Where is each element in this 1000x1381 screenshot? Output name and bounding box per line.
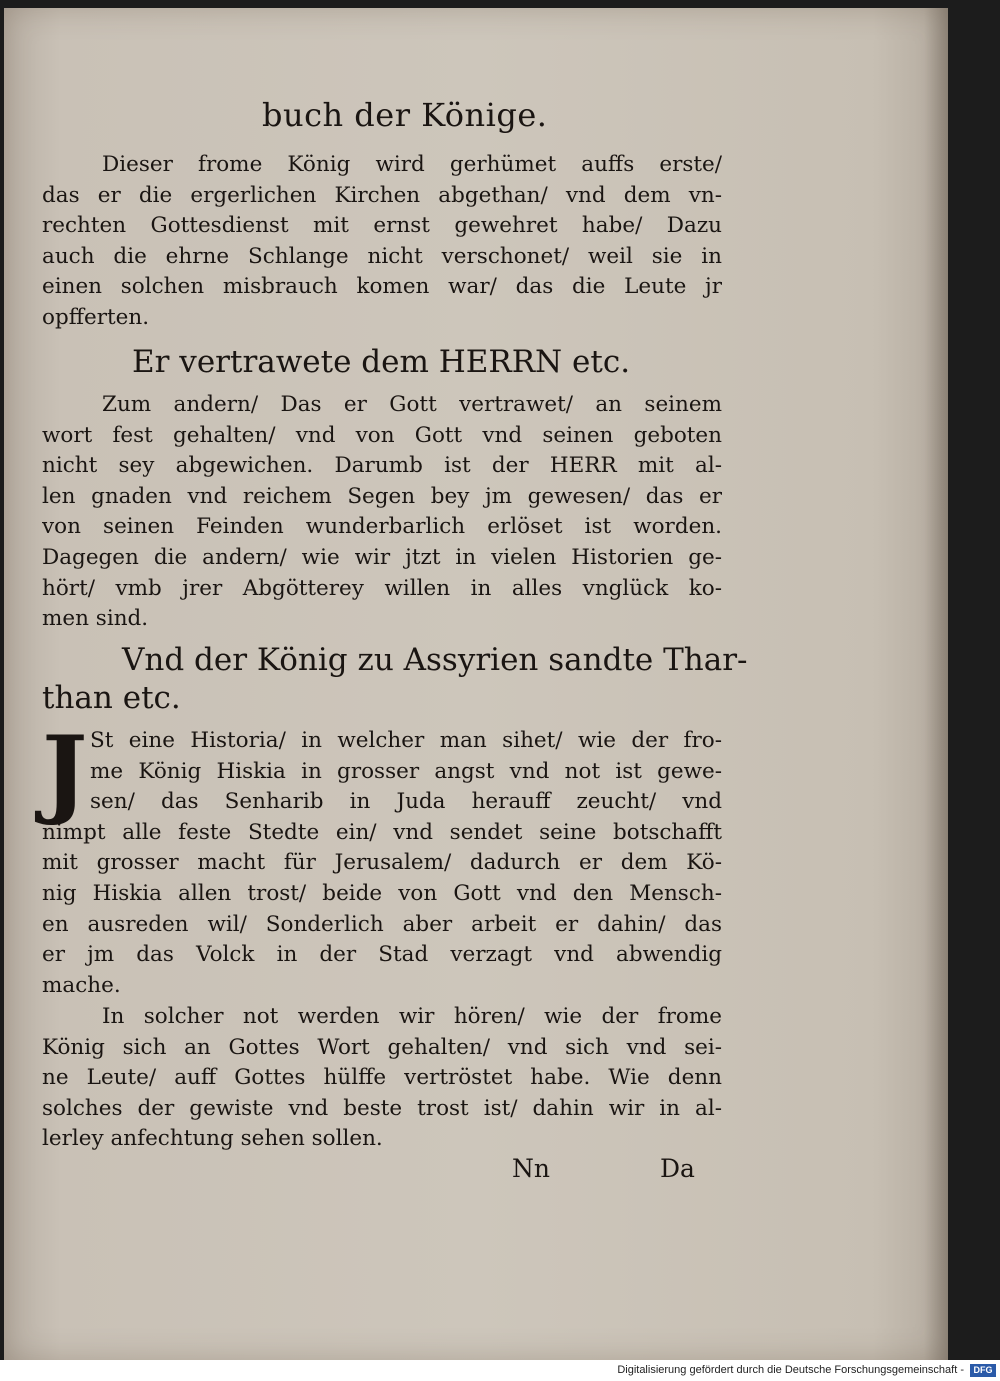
book-page bbox=[4, 8, 948, 1360]
paragraph-2 bbox=[42, 390, 722, 635]
text-line: sen/ das Senharib in Juda herauff zeucht/ vnd bbox=[90, 789, 722, 815]
text-line: lerley anfechtung sehen sollen. bbox=[42, 1126, 383, 1152]
signature-mark: Nn bbox=[512, 1154, 550, 1183]
drop-cap-initial: J bbox=[42, 715, 88, 828]
text-line: rechten Gottesdienst mit ernst gewehret habe/ Dazu bbox=[42, 213, 722, 239]
funding-notice: Digitalisierung gefördert durch die Deutsche Forschungsgemeinschaft - bbox=[617, 1364, 964, 1376]
running-header: buch der Könige. bbox=[262, 96, 548, 134]
text-line: hört/ vmb jrer Abgötterey willen in alles vnglück ko- bbox=[42, 575, 722, 601]
text-line: nicht sey abgewichen. Darumb ist der HERR mit al- bbox=[42, 453, 722, 479]
text-line: Dagegen die andern/ wie wir jtzt in vielen Historien ge- bbox=[42, 544, 722, 570]
text-line: mit grosser macht für Jerusalem/ dadurch er dem Kö- bbox=[42, 850, 722, 876]
text-line: len gnaden vnd reichem Segen bey jm gewesen/ das er bbox=[42, 483, 722, 509]
text-line: St eine Historia/ in welcher man sihet/ wie der fro- bbox=[90, 728, 722, 753]
text-line: opfferten. bbox=[42, 304, 150, 330]
section-heading-1: Er vertrawete dem HERRN etc. bbox=[132, 344, 631, 380]
text-line: wort fest gehalten/ vnd von Gott vnd seinen geboten bbox=[42, 422, 722, 448]
text-line: solches der gewiste vnd beste trost ist/ dahin wir in al- bbox=[42, 1095, 722, 1121]
text-line: Zum andern/ Das er Gott vertrawet/ an seinem bbox=[102, 392, 722, 417]
page-gutter-shadow bbox=[924, 8, 948, 1360]
text-line: das er die ergerlichen Kirchen abgethan/ vnd dem vn- bbox=[42, 182, 722, 208]
paragraph-4 bbox=[42, 1002, 722, 1155]
text-line: er jm das Volck in der Stad verzagt vnd abwendig bbox=[42, 942, 722, 968]
text-line: auch die ehrne Schlange nicht verschonet/ weil sie in bbox=[42, 243, 722, 269]
text-line: In solcher not werden wir hören/ wie der frome bbox=[102, 1004, 722, 1029]
text-line: Dieser frome König wird gerhümet auffs erste/ bbox=[102, 152, 722, 177]
text-line: mache. bbox=[42, 972, 121, 998]
section-heading-2-cont: than etc. bbox=[42, 680, 181, 716]
section-heading-2: Vnd der König zu Assyrien sandte Thar- bbox=[122, 642, 748, 678]
paragraph-1 bbox=[42, 150, 722, 334]
text-line: ne Leute/ auff Gottes hülffe vertröstet habe. Wie denn bbox=[42, 1065, 722, 1091]
catchword: Da bbox=[660, 1154, 695, 1183]
text-line: König sich an Gottes Wort gehalten/ vnd sich vnd sei- bbox=[42, 1034, 722, 1060]
text-line: nimpt alle feste Stedte ein/ vnd sendet seine botschafft bbox=[42, 819, 722, 845]
dfg-logo: DFG bbox=[970, 1364, 996, 1377]
text-line: nig Hiskia allen trost/ beide von Gott vnd den Mensch- bbox=[42, 880, 722, 906]
text-line: men sind. bbox=[42, 606, 149, 632]
text-line: einen solchen misbrauch komen war/ das die Leute jr bbox=[42, 274, 722, 300]
text-line: me König Hiskia in grosser angst vnd not ist gewe- bbox=[90, 758, 722, 784]
text-line: von seinen Feinden wunderbarlich erlöset ist worden. bbox=[42, 514, 722, 540]
paragraph-3 bbox=[42, 715, 722, 1001]
text-line: en ausreden wil/ Sonderlich aber arbeit er dahin/ das bbox=[42, 911, 722, 937]
